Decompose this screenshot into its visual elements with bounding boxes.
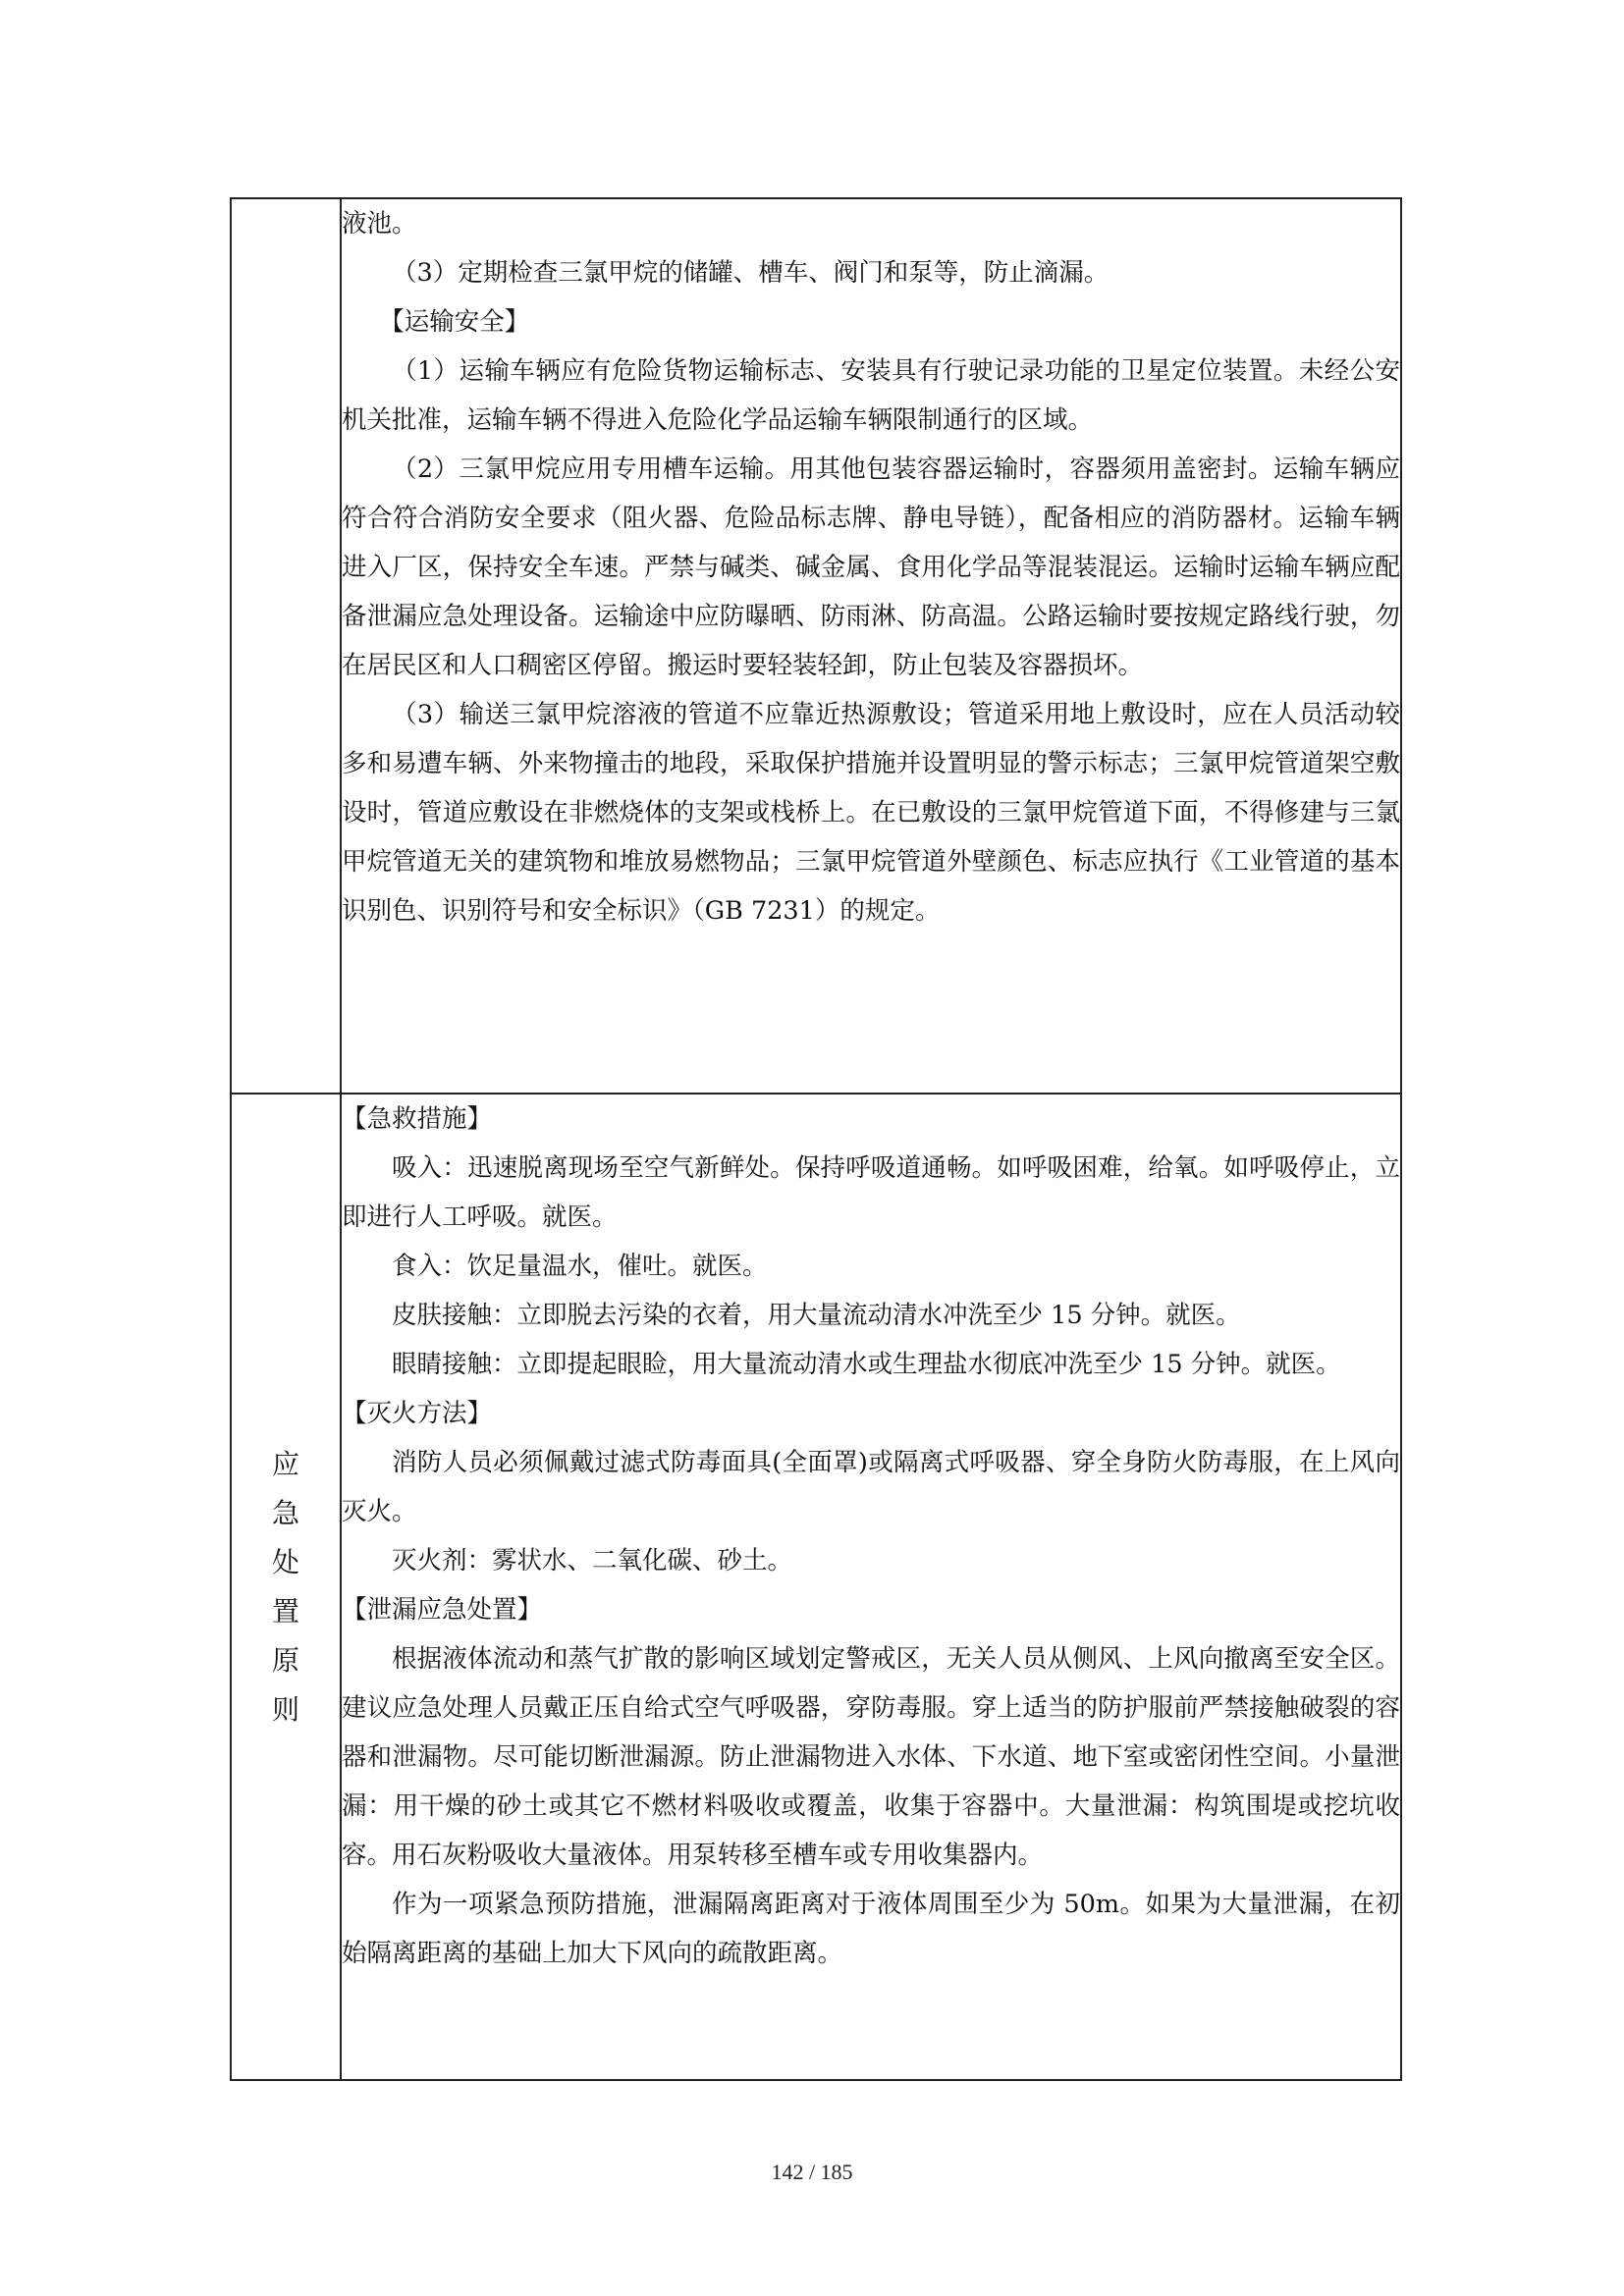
- paragraph-leak-procedure: 根据液体流动和蒸气扩散的影响区域划定警戒区，无关人员从侧风、上风向撤离至安全区。建议应急处理人员戴正压自给式空气呼吸器，穿防毒服。穿上适当的防护服前严禁接触破裂的容器和泄漏物。尽可能切断泄漏源。防止泄漏物进入水体、下水道、地下室或密闭性空间。小量泄漏：用干燥的砂土或其它不燃材料吸收或覆盖，收集于容器中。大量泄漏：构筑围堤或挖坑收容。用石灰粉吸收大量液体。用泵转移至槽车或专用收集器内。: [342, 1644, 1400, 1870]
- paragraph-continuation: 液池。: [342, 209, 417, 239]
- label-char: 处: [271, 1545, 299, 1578]
- page-number: 142 / 185: [771, 2160, 853, 2184]
- label-char: 则: [271, 1692, 299, 1726]
- paragraph-transport-2: （2）三氯甲烷应用专用槽车运输。用其他包装容器运输时，容器须用盖密封。运输车辆应符合符合消防安全要求（阻火器、危险品标志牌、静电导链），配备相应的消防器材。运输车辆进入厂区，保持安全车速。严禁与碱类、碱金属、食用化学品等混装混运。运输时运输车辆应配备泄漏应急处理设备。运输途中应防曝晒、防雨淋、防高温。公路运输时要按规定路线行驶，勿在居民区和人口稠密区停留。搬运时要轻装轻卸，防止包装及容器损坏。: [342, 454, 1400, 680]
- emergency-principles-label: [272, 1440, 299, 1735]
- paragraph-transport-3: （3）输送三氯甲烷溶液的管道不应靠近热源敷设；管道采用地上敷设时，应在人员活动较多和易遭车辆、外来物撞击的地段，采取保护措施并设置明显的警示标志；三氯甲烷管道架空敷设时，管道应敷设在非燃烧体的支架或栈桥上。在已敷设的三氯甲烷管道下面，不得修建与三氯甲烷管道无关的建筑物和堆放易燃物品；三氯甲烷管道外壁颜色、标志应执行《工业管道的基本识别色、识别符号和安全标识》（GB 7231）的规定。: [342, 700, 1400, 926]
- paragraph-eye-contact: 眼睛接触：立即提起眼睑，用大量流动清水或生理盐水彻底冲洗至少 15 分钟。就医。: [392, 1350, 1341, 1379]
- label-char: 应: [271, 1447, 299, 1480]
- safety-table: [230, 197, 1402, 2081]
- paragraph-skin-contact: 皮肤接触：立即脱去污染的衣着，用大量流动清水冲洗至少 15 分钟。就医。: [392, 1301, 1241, 1330]
- row-label-empty: [231, 198, 341, 1094]
- label-char: 原: [271, 1643, 299, 1677]
- label-char: 置: [271, 1594, 299, 1628]
- heading-firefighting: 【灭火方法】: [342, 1399, 493, 1428]
- table-row-emergency: [231, 1094, 1401, 2080]
- paragraph-inhalation: 吸入：迅速脱离现场至空气新鲜处。保持呼吸道通畅。如呼吸困难，给氧。如呼吸停止，立即进行人工呼吸。就医。: [342, 1153, 1400, 1232]
- row-label-emergency: [231, 1094, 341, 2080]
- paragraph-ingestion: 食入：饮足量温水，催吐。就医。: [392, 1252, 768, 1281]
- label-char: 急: [271, 1496, 299, 1529]
- heading-leak-response: 【泄漏应急处置】: [342, 1595, 543, 1625]
- table-row-transport: [231, 198, 1401, 1094]
- transport-safety-content: [341, 198, 1401, 1094]
- paragraph-extinguishing-agents: 灭火剂：雾状水、二氧化碳、砂土。: [392, 1546, 793, 1575]
- paragraph-transport-1: （1）运输车辆应有危险货物运输标志、安装具有行驶记录功能的卫星定位装置。未经公安机关批准，运输车辆不得进入危险化学品运输车辆限制通行的区域。: [342, 356, 1400, 435]
- paragraph-isolation-distance: 作为一项紧急预防措施，泄漏隔离距离对于液体周围至少为 50m。如果为大量泄漏，在初始隔离距离的基础上加大下风向的疏散距离。: [342, 1890, 1400, 1968]
- emergency-content: [341, 1094, 1401, 2080]
- paragraph-storage-check: （3）定期检查三氯甲烷的储罐、槽车、阀门和泵等，防止滴漏。: [392, 258, 1110, 288]
- heading-first-aid: 【急救措施】: [342, 1104, 493, 1134]
- paragraph-firefighters: 消防人员必须佩戴过滤式防毒面具(全面罩)或隔离式呼吸器、穿全身防火防毒服，在上风向灭火。: [342, 1448, 1400, 1526]
- heading-transport-safety: 【运输安全】: [379, 307, 530, 337]
